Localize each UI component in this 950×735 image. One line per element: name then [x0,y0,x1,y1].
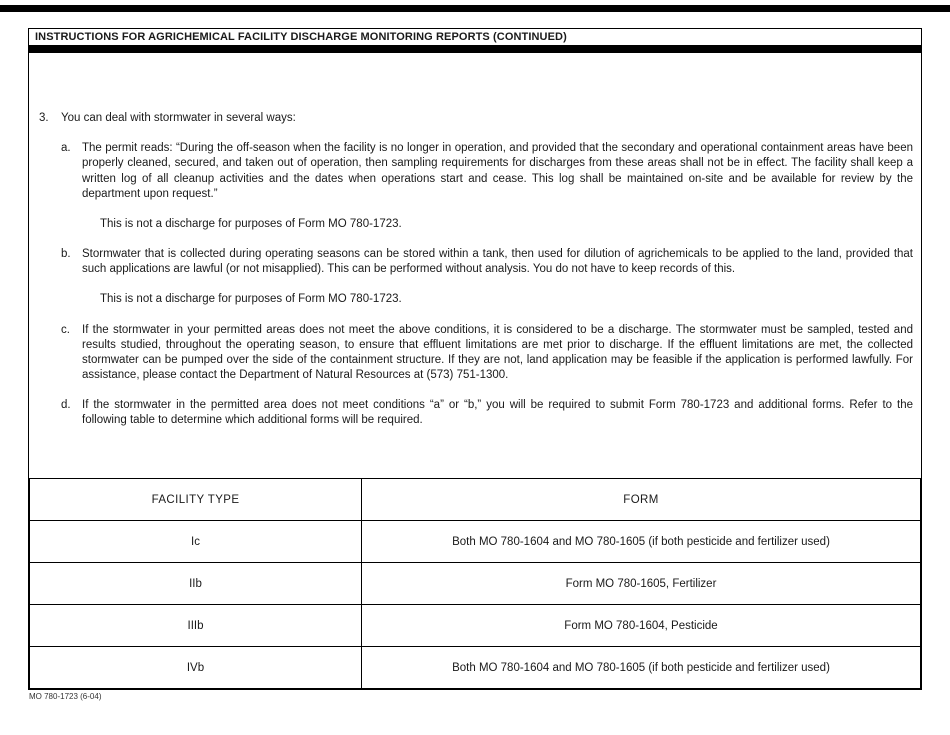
form-cell: Form MO 780-1604, Pesticide [362,605,921,647]
facility-type-cell: Ic [30,521,362,563]
table-row [30,647,921,689]
form-cell: Both MO 780-1604 and MO 780-1605 (if both pesticide and fertilizer used) [362,521,921,563]
facility-type-cell: IIIb [30,605,362,647]
list-item-3b-text: Stormwater that is collected during operating seasons can be stored within a tank, then used for dilution of agrichemicals to be applied to the land, provided that such applications are lawful (or not misapplied). This can be performed without analysis. You do not have to keep records of this. [82,248,913,276]
table-header-row [30,479,921,521]
facility-type-cell: IVb [30,647,362,689]
page-title: INSTRUCTIONS FOR AGRICHEMICAL FACILITY DISCHARGE MONITORING REPORTS (CONTINUED) [29,29,921,46]
facility-form-table [29,478,921,689]
list-item-3c-letter: c. [61,323,70,336]
page-top-rule [0,5,950,12]
list-item-3a [61,141,913,202]
column-header-form: FORM [362,479,921,521]
table-row [30,521,921,563]
form-cell: Form MO 780-1605, Fertilizer [362,563,921,605]
form-number-footer: MO 780-1723 (6-04) [29,692,102,701]
list-item-3a-note: This is not a discharge for purposes of Form MO 780-1723. [100,217,402,230]
list-item-3b-note: This is not a discharge for purposes of Form MO 780-1723. [100,293,402,306]
list-item-3a-text: The permit reads: “During the off-season when the facility is no longer in operation, and provided that the secondary and operational containment areas have been properly cleaned, secured, and taken out of operation, then sampling requirements for discharges from these areas shall not be in effect. The facility shall keep a written log of all cleanup activities and the dates when operations start and cease. This log shall be maintained on-site and be available for review by the department upon request.” [82,142,913,200]
list-item-3d-letter: d. [61,399,71,412]
facility-type-cell: IIb [30,563,362,605]
list-item-3c [61,323,913,384]
table-row [30,563,921,605]
instructions-body [29,53,921,478]
list-item-3b-letter: b. [61,248,71,261]
list-item-3b [61,247,913,277]
form-cell: Both MO 780-1604 and MO 780-1605 (if both pesticide and fertilizer used) [362,647,921,689]
document-sheet [28,28,922,690]
header-divider-bar [29,46,921,53]
list-item-3-text: You can deal with stormwater in several ways: [61,112,296,124]
list-item-3-number: 3. [39,112,49,124]
table-row [30,605,921,647]
column-header-facility-type: FACILITY TYPE [30,479,362,521]
list-item-3d-text: If the stormwater in the permitted area does not meet conditions “a” or “b,” you will be required to submit Form 780-1723 and additional forms. Refer to the following table to determine which additional forms will be required. [82,399,913,427]
list-item-3c-text: If the stormwater in your permitted areas does not meet the above conditions, it is considered to be a discharge. The stormwater must be sampled, tested and results studied, throughout the operating season, to ensure that effluent limitations are met prior to discharge. If the effluent limitations are met, the collected stormwater can be pumped over the side of the containment structure. If they are not, land application may be feasible if the application is performed lawfully. For assistance, please contact the Department of Natural Resources at (573) 751-1300. [82,323,913,382]
list-item-3 [39,111,913,126]
list-item-3a-letter: a. [61,142,71,155]
list-item-3d [61,398,913,428]
